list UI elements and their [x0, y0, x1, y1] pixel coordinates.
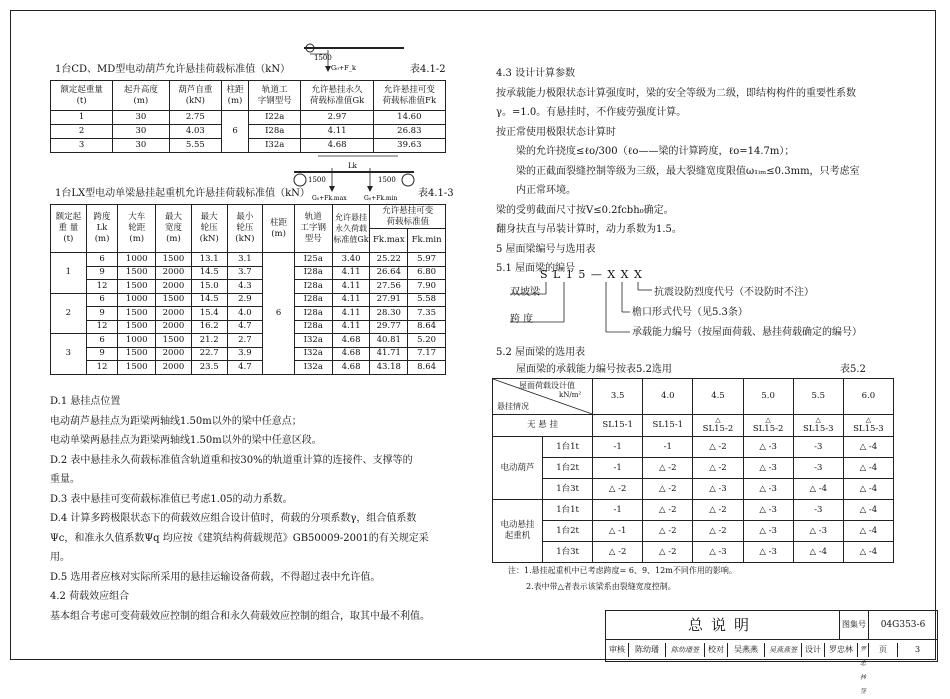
title-block: 总说明 图集号 04G353-6 审核 陈幼璠 陈幼璠签 校对 吴燕燕 吴燕燕签 设计 罗忠林 罗忠林签 页 3	[605, 610, 938, 662]
right-notes: 4.3 设计计算参数 按承载能力极限状态计算强度时，梁的安全等级为二级，即结构构件的重要性系数 γ。=1.0。有悬挂时，不作疲劳强度计算。 按正常使用极限状态计算时 梁的允许挠度≤ℓo/300（ℓo——梁的计算跨度，ℓo=14.7m）； 梁的正截面裂缝控制等级为三级，最大裂缝宽度限值ω₁ᵢₘ≤0.3mm，只考虑室 内正常环境。 梁的受剪截面尺寸按V≤0.2fcbh₀确定。 翻身扶直与吊装计算时，动力系数为1.5。 5 屋面梁编号与选用表 5.1 屋面梁的编号	[496, 68, 860, 274]
table-row: 无 悬 挂 SL15-1 SL15-1 △ SL15-2 △ SL15-2 △ SL15-3 △ SL15-3	[493, 415, 894, 437]
t1-h-span: 柱距 (m)	[222, 81, 249, 111]
atlas-label: 图集号	[840, 611, 869, 640]
drawing-title: 总说明	[606, 611, 840, 640]
t2-diag-dim3: 1500	[378, 176, 396, 184]
table-row: 3 30 5.55 I32a 4.68 39.63	[51, 139, 446, 153]
t1-h-height: 起升高度 (m)	[113, 81, 169, 111]
table-row: 1 30 2.75 6 I22a 2.97 14.60	[51, 111, 446, 125]
t1-h-capacity: 额定起重量 (t)	[51, 81, 113, 111]
t1-h-weight: 葫芦自重 (kN)	[169, 81, 222, 111]
signature-1: 陈幼璠签	[666, 643, 705, 657]
table-row: 2 6 1000 1500 14.5 2.9 I28a 4.11 27.91 5.58	[51, 293, 446, 307]
sel-note-1: 注：1.悬挂起重机中已考虑跨度= 6、9、12m不同作用的影响。	[508, 566, 737, 575]
table-row: 12 1500 2000 16.2 4.7 I28a 4.11 29.77 8.64	[51, 320, 446, 334]
table-row: 12 1500 2000 15.0 4.3 I28a 4.11 27.56 7.90	[51, 280, 446, 294]
sel-label: 表5.2	[840, 364, 866, 375]
sel-group-hoist: 电动葫芦	[493, 437, 543, 500]
left-notes: D.1 悬挂点位置 电动葫芦悬挂点为距梁两轴线1.50m以外的梁中任意点； 电动单梁两悬挂点为距梁两轴线1.50m以外的梁中任意区段。 D.2 表中悬挂永久荷载标准值含轨道重和按30%的轨道重计算的连接件、支撑等的 重量。 D.3 表中悬挂可变荷载标准值已考虑1.05的动力系数。 D.4 计算多跨极限状态下的荷载效应组合设计值时，荷载的分项系数γ，组合值系数 Ψc，和准永久值系数Ψq 均应按《建筑结构荷载规范》GB50009-2001的有关规定采 用。 D.5 选用者应核对实际所采用的悬挂运输设备荷载，不得超过表中允许值。 4.2 荷载效应组合 基本组合考虑可变荷载效应控制的组合和永久荷载效应控制的组合，取其中最不利值。	[50, 396, 430, 622]
table1-diagram	[300, 38, 410, 74]
table2: 额定起 重 量 (t) 跨度 Lk (m) 大车 轮距 (m) 最大 宽度 (m) 最大 轮压 (kN) 最小 轮压 (kN) 柱距 (m) 轨道 工字钢 型号 允许悬挂 永久荷载 标准值Gk 允许悬挂可变 荷载标准值 Fk.max Fk.min 1 6 1000 1500 13.1 3.1 6 I25a 3.40 25.22 5.97 9 1500 2000 14.5 3.7 I28a 4.11 26.64 6.80 12 1500 2000 15.0 4.3 I28a 4.11 27.56 7.90 2 6 1000 1500 14.5 2.9 I28a 4.11 27.91 5.58 9 1500 2000 15.4 4.0 I28a 4.11 28.30 7.35 12 1500 2000 16.2 4.7 I28a 4.11 29.77 8.64 3 6 1000 1500 21.2 2.7 I32a 4.68 40.81 5.20 9 1500 2000 22.7 3.9 I32a 4.68 41.71 7.17 12 1500 2000 23.5 4.7 I32a 4.68 43.18 8.64	[50, 204, 446, 375]
table1-diagram-load: G₀+F_k	[331, 64, 356, 72]
table-row: 电动葫芦 1台1t -1 -1 △ -2 △ -3 -3 △ -4	[493, 437, 894, 458]
sel-note-2: 2.表中带△者表示该梁系由裂缝宽度控制。	[526, 582, 676, 591]
table-row: 9 1500 2000 15.4 4.0 I28a 4.11 28.30 7.35	[51, 307, 446, 321]
table-row: 1台3t △ -2 △ -2 △ -3 △ -3 △ -4 △ -4	[493, 542, 894, 563]
t2-span-value: 6	[263, 253, 295, 375]
table2-label: 表4.1-3	[418, 188, 454, 199]
code-label-span: 跨 度	[510, 314, 534, 325]
table-row: 9 1500 2000 22.7 3.9 I32a 4.68 41.71 7.17	[51, 347, 446, 361]
beam-code: S L 1 5 — X X X	[540, 268, 643, 281]
table1-diagram-dim: 1500	[314, 54, 332, 62]
table-row: 1台3t △ -2 △ -2 △ -3 △ -3 △ -4 △ -4	[493, 479, 894, 500]
table-row: 电动悬挂 起重机 1台1t -1 △ -2 △ -2 △ -3 -3 △ -4	[493, 500, 894, 521]
code-label-load: 承载能力编号（按屋面荷载、悬挂荷载确定的编号）	[632, 327, 862, 338]
t1-span-value: 6	[222, 111, 249, 153]
table-row: 9 1500 2000 14.5 3.7 I28a 4.11 26.64 6.80	[51, 266, 446, 280]
table-row: 12 1500 2000 23.5 4.7 I32a 4.68 43.18 8.64	[51, 361, 446, 375]
t1-h-gk: 允许悬挂永久 荷载标准值Gk	[301, 81, 373, 111]
table-row: 1台2t -1 △ -2 △ -2 △ -3 -3 △ -4	[493, 458, 894, 479]
table1	[50, 80, 446, 153]
sel-diag-header: 屋面荷载设计值 kN/m² 悬挂情况	[493, 379, 593, 415]
page-number: 3	[914, 645, 921, 654]
code-label-seismic: 抗震设防烈度代号（不设防时不注）	[654, 287, 814, 298]
t2-diag-load2: G₀+Fk.min	[364, 195, 398, 202]
table2-title: 1台LX型电动单梁悬挂起重机允许悬挂荷载标准值（kN）	[55, 188, 310, 199]
t2-diag-dim1: 1500	[308, 176, 326, 184]
table-row: 3 6 1000 1500 21.2 2.7 I32a 4.68 40.81 5.20	[51, 334, 446, 348]
table-row: 2 30 4.03 I28a 4.11 26.83	[51, 125, 446, 139]
t2-diag-load1: G₀+Fk.max	[312, 195, 347, 202]
table-row: 1台2t △ -1 △ -2 △ -2 △ -3 △ -3 △ -4	[493, 521, 894, 542]
t2-diag-dim2: Lk	[348, 162, 357, 170]
page-label: 页	[869, 643, 898, 657]
signature-2: 吴燕燕签	[765, 643, 802, 657]
t1-h-rail: 轨道工 字钢型号	[248, 81, 301, 111]
code-label-slope: 双坡梁	[510, 287, 540, 298]
sel-sub: 屋面梁的承载能力编号按表5.2选用	[516, 364, 672, 375]
selection-table: 屋面荷载设计值 kN/m² 悬挂情况 3.5 4.0 4.5 5.0 5.5 6.0 无 悬 挂 SL15-1 SL15-1 △ SL15-2 △ SL15-2 △ SL15-3 △ SL15-3 电动葫芦 1台1t -1 -1 △ -2 △ -3 -3 △ -4 1台2t -1 △ -2 △ -2 △ -3 -3 △ -4 1台3t △ -2 △ -2 △ -3 △ -3 △ -4 △ -4 电动悬挂 起重机 1台1t -1 △ -2 △ -2 △ -3 -3 △ -4 1台2t △ -1 △ -2 △ -2 △ -3 △ -3 △ -4 1台3t △ -2 △ -2 △ -3 △ -3 △ -4 △ -4	[492, 378, 894, 563]
table1-title: 1台CD、MD型电动葫芦允许悬挂荷载标准值（kN）	[55, 64, 291, 75]
signature-3: 罗忠林签	[858, 643, 869, 657]
table1-label: 表4.1-2	[410, 64, 446, 75]
code-label-eave: 檐口形式代号（见5.3条）	[632, 307, 748, 318]
table-row: 1 6 1000 1500 13.1 3.1 6 I25a 3.40 25.22 5.97	[51, 253, 446, 267]
sel-group-crane: 电动悬挂 起重机	[493, 500, 543, 563]
sel-heading: 5.2 屋面梁的选用表	[496, 347, 586, 358]
t1-h-fk: 允许悬挂可变 荷载标准值Fk	[373, 81, 445, 111]
atlas-number: 04G353-6	[869, 611, 937, 640]
